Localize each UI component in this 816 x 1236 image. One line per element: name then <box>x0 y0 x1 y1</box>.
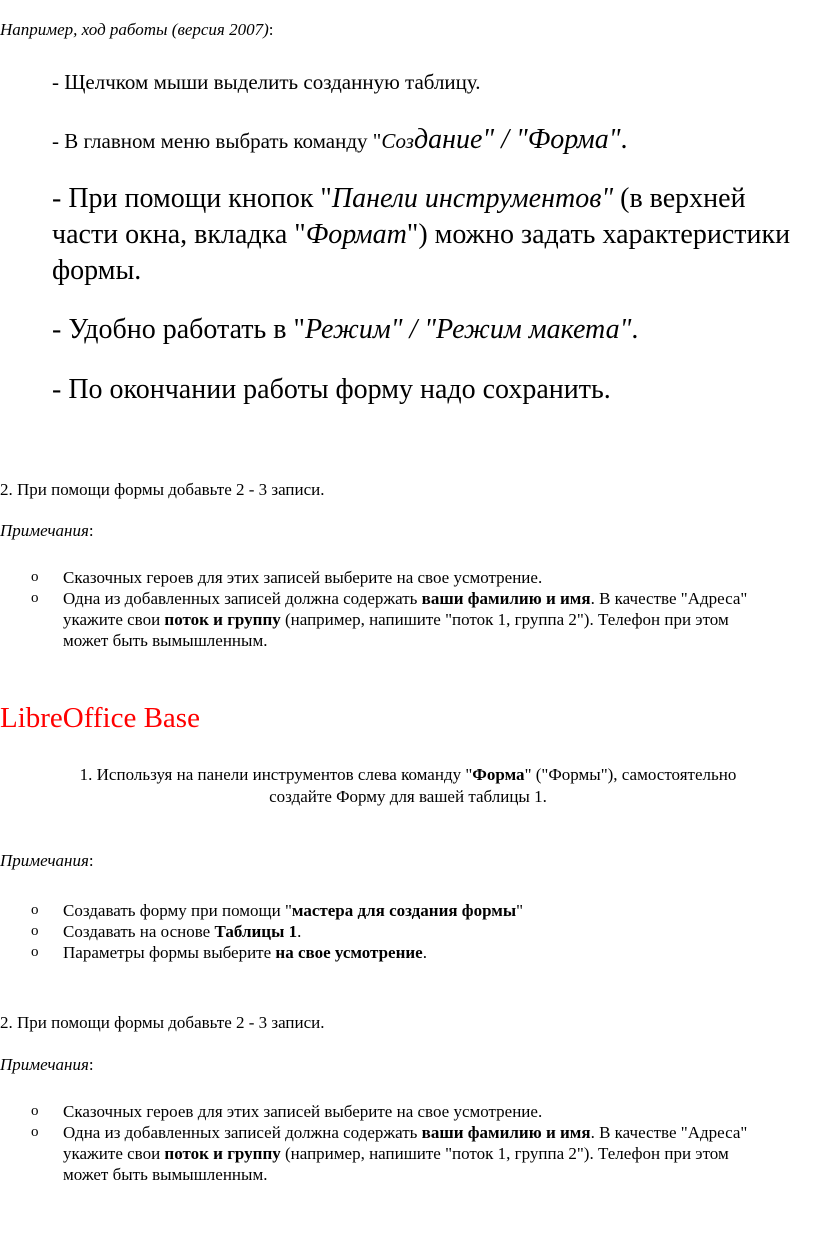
libre-note2-2-a: Одна из добавленных записей должна содержать <box>63 1123 422 1142</box>
bullet-marker: o <box>31 590 39 606</box>
notes-label-colon: : <box>88 521 94 540</box>
list-item <box>0 1101 763 1122</box>
libre-note2-2-bold-name: ваши фамилию и имя <box>421 1123 591 1142</box>
step-toolbar-italic2: Формат <box>305 219 407 250</box>
libre-note-3-b: . <box>422 943 427 962</box>
bullet-marker: o <box>31 944 39 960</box>
step-layout-mode <box>52 314 638 346</box>
note-fairy-heroes: Сказочных героев для этих записей выберите на свое усмотрение. <box>63 568 543 587</box>
bullet-marker: o <box>31 1103 39 1119</box>
libre-notes-label <box>0 851 94 871</box>
libre-task-1-b: " ("Формы"), самостоятельно <box>524 765 737 784</box>
libre-note2-2-bold-group: поток и группу <box>164 1144 281 1163</box>
step-toolbar-suffix: ") можно задать характеристики формы. <box>52 219 791 286</box>
bullet-marker: o <box>31 569 39 585</box>
libre-task-1-a: 1. Используя на панели инструментов слева команду " <box>79 765 473 784</box>
task-2-line: 2. При помощи формы добавьте 2 - 3 записи. <box>0 480 325 499</box>
libre-note-2-a: Создавать на основе <box>63 922 215 941</box>
step-main-menu-italic-big: дание" / "Форма" <box>413 124 621 155</box>
intro-line <box>0 20 273 40</box>
libre-notes-label-colon: : <box>88 851 94 870</box>
step-main-menu-prefix: - В главном меню выбрать команду " <box>52 129 382 153</box>
libre-note-2-bold: Таблицы 1 <box>214 922 298 941</box>
libre-task-1-line1 <box>0 764 816 786</box>
libre-note-1-bold: мастера для создания формы <box>291 901 517 920</box>
libre-task-2-line: 2. При помощи формы добавьте 2 - 3 записи. <box>0 1013 325 1032</box>
notes-label-italic: Примечания <box>0 521 89 540</box>
list-item <box>0 921 763 942</box>
step-toolbar-buttons <box>52 181 802 289</box>
step-layout-suffix: . <box>631 314 639 345</box>
libre-note-2-b: . <box>297 922 302 941</box>
libre-note2-1: Сказочных героев для этих записей выберите на свое усмотрение. <box>63 1102 543 1121</box>
libre-task-1 <box>0 764 816 808</box>
note-record-b: . В качестве "Адреса" укажите свои <box>63 589 748 629</box>
libre-notes-label-italic: Примечания <box>0 851 89 870</box>
libre-note2-2-c: (например, напишите "поток 1, группа 2"). Телефон при этом может быть вымышленным. <box>63 1144 729 1184</box>
list-item <box>0 942 763 963</box>
intro-suffix: : <box>268 20 274 39</box>
libre-task-1-bold: Форма <box>472 765 525 784</box>
step-main-menu-italic-small: Соз <box>381 129 414 153</box>
step-toolbar-prefix: - При помощи кнопок " <box>52 183 332 214</box>
step-main-menu-suffix: . <box>620 124 628 155</box>
libre-notes-list <box>0 900 763 963</box>
libre-task-1-line2: создайте Форму для вашей таблицы 1. <box>269 787 547 806</box>
note-record-c: (например, напишите "поток 1, группа 2"). Телефон при этом может быть вымышленным. <box>63 610 729 650</box>
list-item <box>0 588 763 651</box>
note-record-bold-group: поток и группу <box>164 610 281 629</box>
step-select-table: - Щелчком мыши выделить созданную таблицу. <box>52 70 481 94</box>
libre-note-1-a: Создавать форму при помощи " <box>63 901 292 920</box>
libre-note-3-a: Параметры формы выберите <box>63 943 276 962</box>
bullet-marker: o <box>31 1124 39 1140</box>
intro-italic: Например, ход работы (версия 2007) <box>0 20 269 39</box>
notes-list <box>0 567 763 651</box>
note-record-a: Одна из добавленных записей должна содержать <box>63 589 422 608</box>
note-record-bold-name: ваши фамилию и имя <box>421 589 591 608</box>
libre-notes2-label-italic: Примечания <box>0 1055 89 1074</box>
libre-notes2-label-colon: : <box>88 1055 94 1074</box>
libre-notes2-list <box>0 1101 763 1185</box>
step-toolbar-italic1: Панели инструментов" <box>331 183 614 214</box>
libre-note-1-b: " <box>516 901 524 920</box>
libre-notes2-label <box>0 1055 94 1075</box>
step-toolbar-mid: (в верхней части окна, вкладка " <box>52 183 746 250</box>
notes-label <box>0 521 94 541</box>
libreoffice-heading: LibreOffice Base <box>0 702 200 734</box>
bullet-marker: o <box>31 923 39 939</box>
bullet-marker: o <box>31 902 39 918</box>
step-save-form: - По окончании работы форму надо сохранить. <box>52 374 611 405</box>
libre-note2-2-b: . В качестве "Адреса" укажите свои <box>63 1123 748 1163</box>
list-item <box>0 567 763 588</box>
libre-note-3-bold: на свое усмотрение <box>275 943 423 962</box>
list-item <box>0 1122 763 1185</box>
step-layout-prefix: - Удобно работать в " <box>52 314 305 345</box>
list-item <box>0 900 763 921</box>
step-layout-italic: Режим" / "Режим макета" <box>304 314 632 345</box>
step-main-menu <box>52 124 627 156</box>
